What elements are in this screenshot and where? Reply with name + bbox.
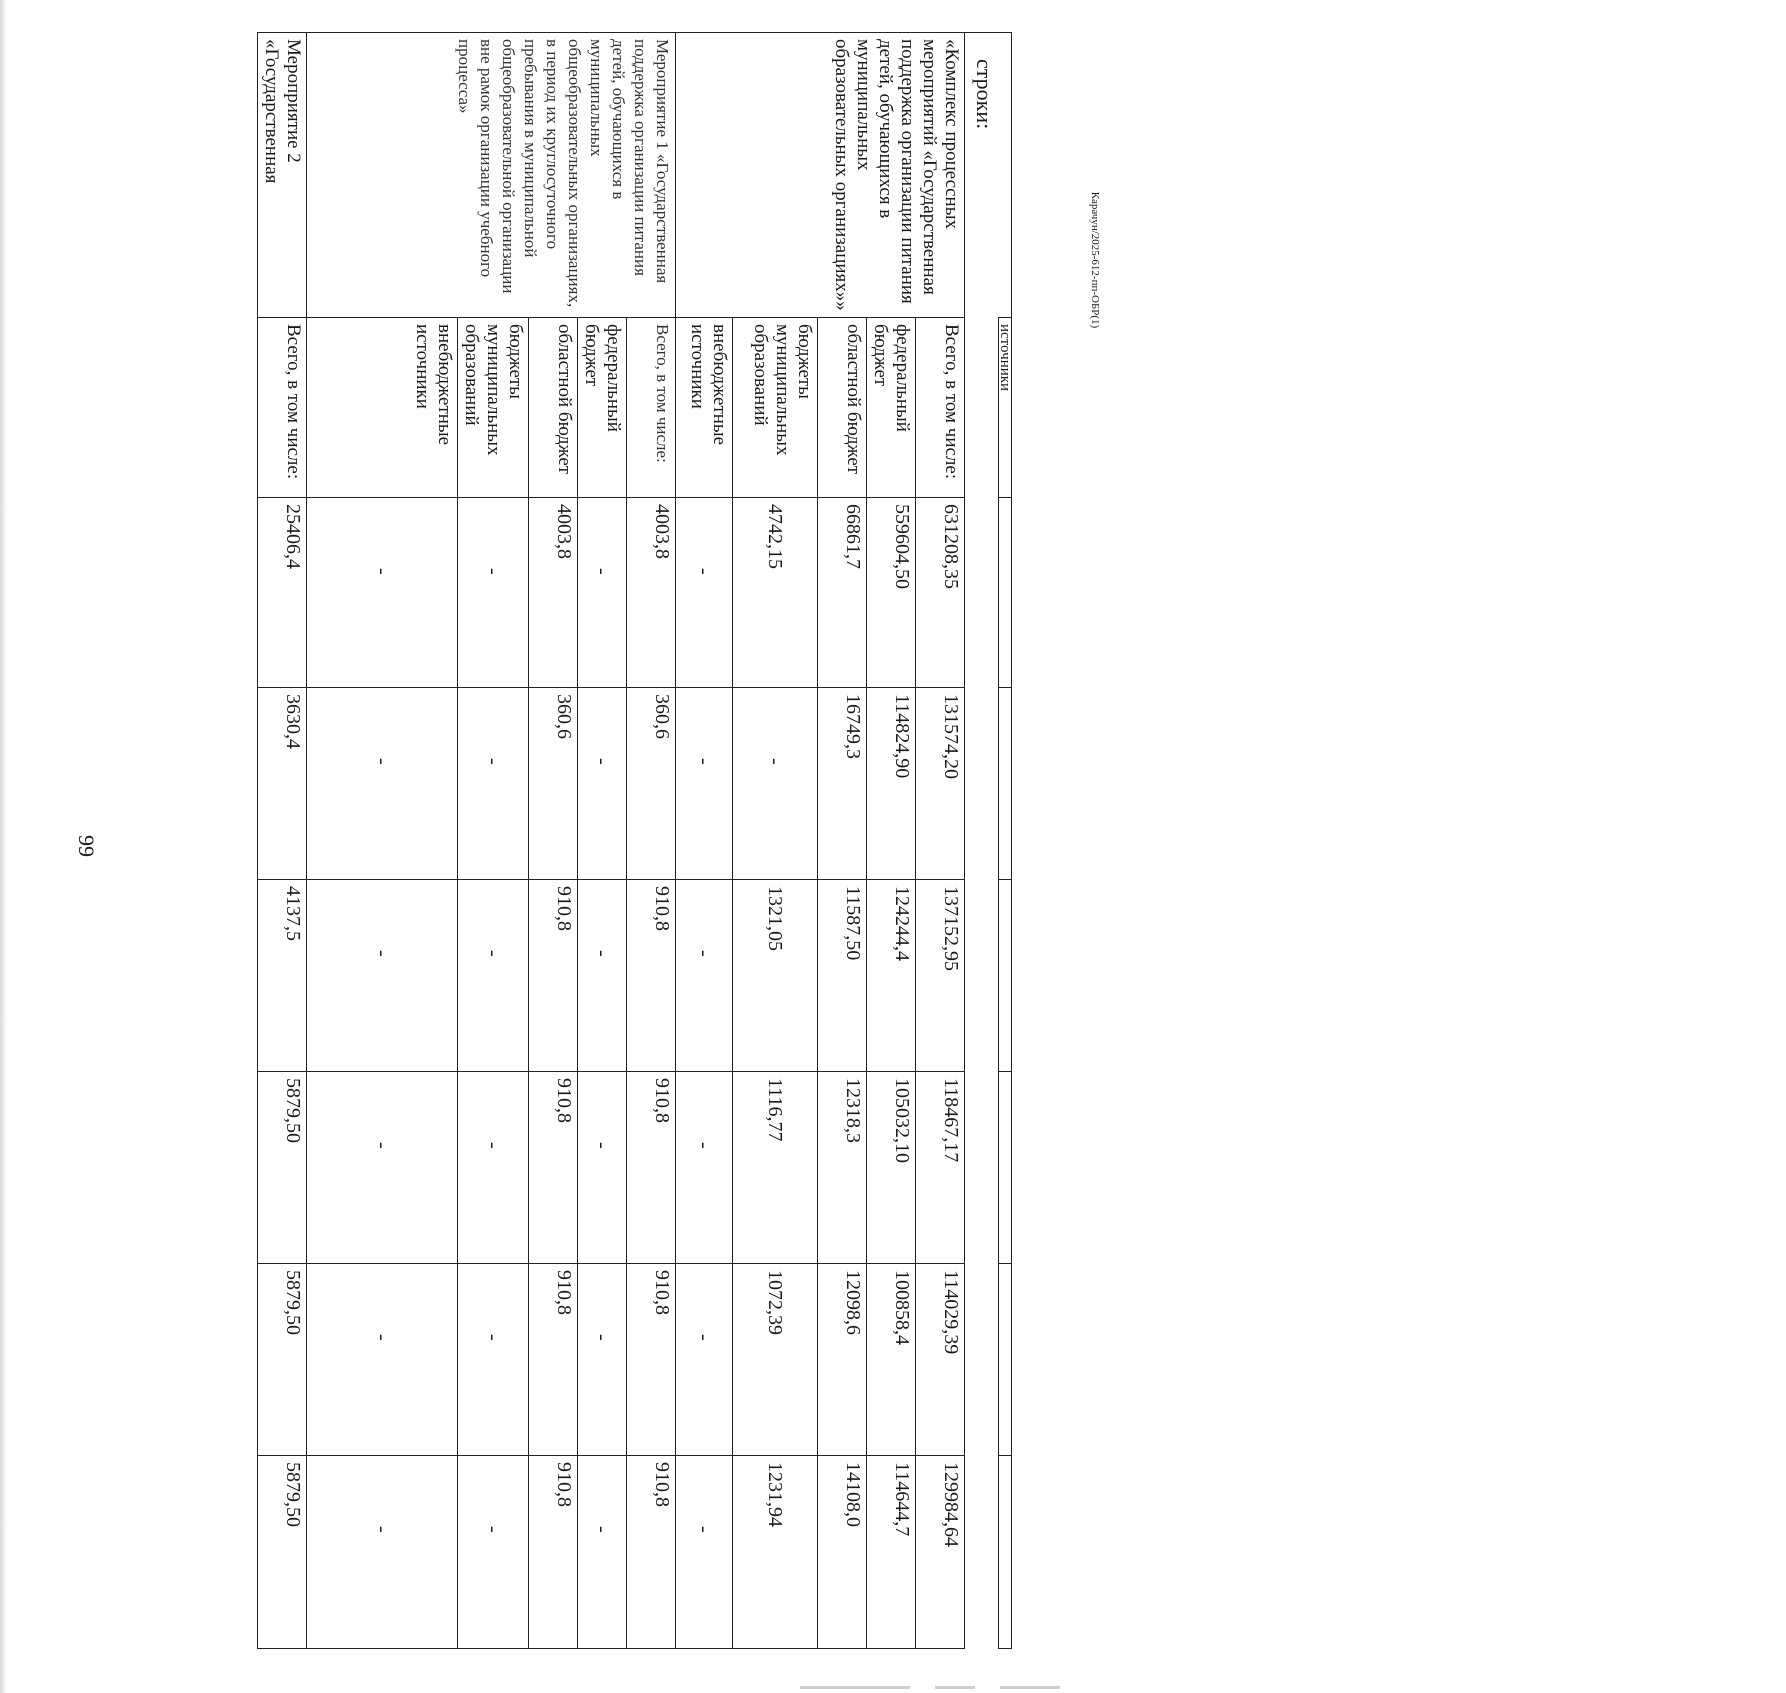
- value-cell: -: [578, 1456, 627, 1649]
- value-cell: 360,6: [529, 688, 578, 880]
- document-code: Карачун/2025-612-пп-ОБР(1): [1089, 191, 1101, 329]
- block-name: «Комплекс процессных мероприятий «Государственная поддержка организации питания детей, обучающихся в муниципальных образовательных организациях»»: [676, 33, 965, 318]
- value-cell: 114029,39: [916, 1264, 965, 1456]
- value-cell: 1321,05: [733, 880, 818, 1072]
- value-cell: 910,8: [627, 880, 676, 1072]
- value-cell: 4003,8: [627, 498, 676, 688]
- value-cell: 12318,3: [818, 1072, 867, 1264]
- value-cell: 131574,20: [916, 688, 965, 880]
- value-cell: -: [307, 880, 458, 1072]
- value-cell: 910,8: [529, 880, 578, 1072]
- value-cell: -: [458, 880, 529, 1072]
- value-cell: 4137,5: [258, 880, 307, 1072]
- source-cell: Всего, в том числе:: [627, 318, 676, 498]
- value-cell: 910,8: [627, 1072, 676, 1264]
- source-cell: бюджеты муниципальных образований: [458, 318, 529, 498]
- source-cell: областной бюджет: [818, 318, 867, 498]
- source-cell: внебюджетные источники: [307, 318, 458, 498]
- value-cell: -: [733, 688, 818, 880]
- value-cell: -: [307, 498, 458, 688]
- source-cell: бюджеты муниципальных образований: [733, 318, 818, 498]
- value-cell: -: [676, 1456, 733, 1649]
- value-cell: 100858,4: [867, 1264, 916, 1456]
- value-cell: 14108,0: [818, 1456, 867, 1649]
- scan-mark: [1000, 1686, 1060, 1689]
- value-cell: 1231,94: [733, 1456, 818, 1649]
- value-cell: 910,8: [627, 1264, 676, 1456]
- header-cell: [999, 880, 1012, 1072]
- value-cell: 5879,50: [258, 1264, 307, 1456]
- value-cell: -: [307, 1456, 458, 1649]
- scan-mark: [800, 1686, 910, 1689]
- table-row: [258, 33, 307, 1649]
- value-cell: -: [578, 1264, 627, 1456]
- value-cell: 4003,8: [529, 498, 578, 688]
- source-cell: Всего, в том числе:: [258, 318, 307, 498]
- section-row: [965, 33, 999, 1649]
- value-cell: -: [676, 498, 733, 688]
- value-cell: 559604,50: [867, 498, 916, 688]
- value-cell: 910,8: [529, 1456, 578, 1649]
- value-cell: 360,6: [627, 688, 676, 880]
- value-cell: 16749,3: [818, 688, 867, 880]
- value-cell: -: [458, 498, 529, 688]
- header-sources: источники: [999, 318, 1012, 498]
- value-cell: 114824,90: [867, 688, 916, 880]
- empty-cell: [965, 498, 999, 1649]
- header-row: [999, 33, 1012, 1649]
- value-cell: 3630,4: [258, 688, 307, 880]
- empty-cell: [999, 33, 1012, 318]
- value-cell: 118467,17: [916, 1072, 965, 1264]
- value-cell: 910,8: [529, 1264, 578, 1456]
- value-cell: -: [676, 688, 733, 880]
- value-cell: 631208,35: [916, 498, 965, 688]
- value-cell: -: [307, 688, 458, 880]
- value-cell: 5879,50: [258, 1072, 307, 1264]
- value-cell: 12098,6: [818, 1264, 867, 1456]
- value-cell: 137152,95: [916, 880, 965, 1072]
- value-cell: -: [307, 1072, 458, 1264]
- value-cell: -: [578, 1072, 627, 1264]
- scan-edge: [0, 0, 8, 1693]
- source-cell: Всего, в том числе:: [916, 318, 965, 498]
- value-cell: 4742,15: [733, 498, 818, 688]
- value-cell: -: [676, 1264, 733, 1456]
- value-cell: -: [458, 1264, 529, 1456]
- value-cell: 66861,7: [818, 498, 867, 688]
- value-cell: -: [676, 1072, 733, 1264]
- value-cell: 5879,50: [258, 1456, 307, 1649]
- value-cell: 124244,4: [867, 880, 916, 1072]
- value-cell: -: [458, 1072, 529, 1264]
- value-cell: 11587,50: [818, 880, 867, 1072]
- table-row: [627, 33, 676, 1649]
- source-cell: федеральный бюджет: [578, 318, 627, 498]
- value-cell: -: [676, 880, 733, 1072]
- section-label: строки:: [965, 33, 999, 318]
- value-cell: -: [458, 688, 529, 880]
- value-cell: 910,8: [529, 1072, 578, 1264]
- value-cell: -: [307, 1264, 458, 1456]
- funding-table: [258, 32, 1013, 1649]
- value-cell: 114644,7: [867, 1456, 916, 1649]
- header-cell: [999, 498, 1012, 688]
- page-number: 99: [74, 835, 99, 857]
- empty-cell: [965, 318, 999, 498]
- value-cell: 1072,39: [733, 1264, 818, 1456]
- header-cell: [999, 688, 1012, 880]
- block-name: Мероприятие 2 «Государственная: [258, 33, 307, 318]
- value-cell: 105032,10: [867, 1072, 916, 1264]
- block-name: Мероприятие 1 «Государственная поддержка организации питания детей, обучающихся в муниципальных общеобразовательных организациях, в период их круглосуточного пребывания в муниципальной общеобразовательной организации вне рамок организации учебного процесса»: [307, 33, 676, 318]
- table-row: [916, 33, 965, 1649]
- table-frame: [170, 32, 1786, 1547]
- value-cell: 910,8: [627, 1456, 676, 1649]
- value-cell: -: [578, 688, 627, 880]
- value-cell: -: [578, 880, 627, 1072]
- source-cell: внебюджетные источники: [676, 318, 733, 498]
- value-cell: 1116,77: [733, 1072, 818, 1264]
- header-cell: [999, 1456, 1012, 1649]
- value-cell: -: [458, 1456, 529, 1649]
- header-cell: [999, 1264, 1012, 1456]
- source-cell: областной бюджет: [529, 318, 578, 498]
- scan-mark: [935, 1686, 975, 1689]
- value-cell: -: [578, 498, 627, 688]
- header-cell: [999, 1072, 1012, 1264]
- value-cell: 25406,4: [258, 498, 307, 688]
- value-cell: 129984,64: [916, 1456, 965, 1649]
- source-cell: федеральный бюджет: [867, 318, 916, 498]
